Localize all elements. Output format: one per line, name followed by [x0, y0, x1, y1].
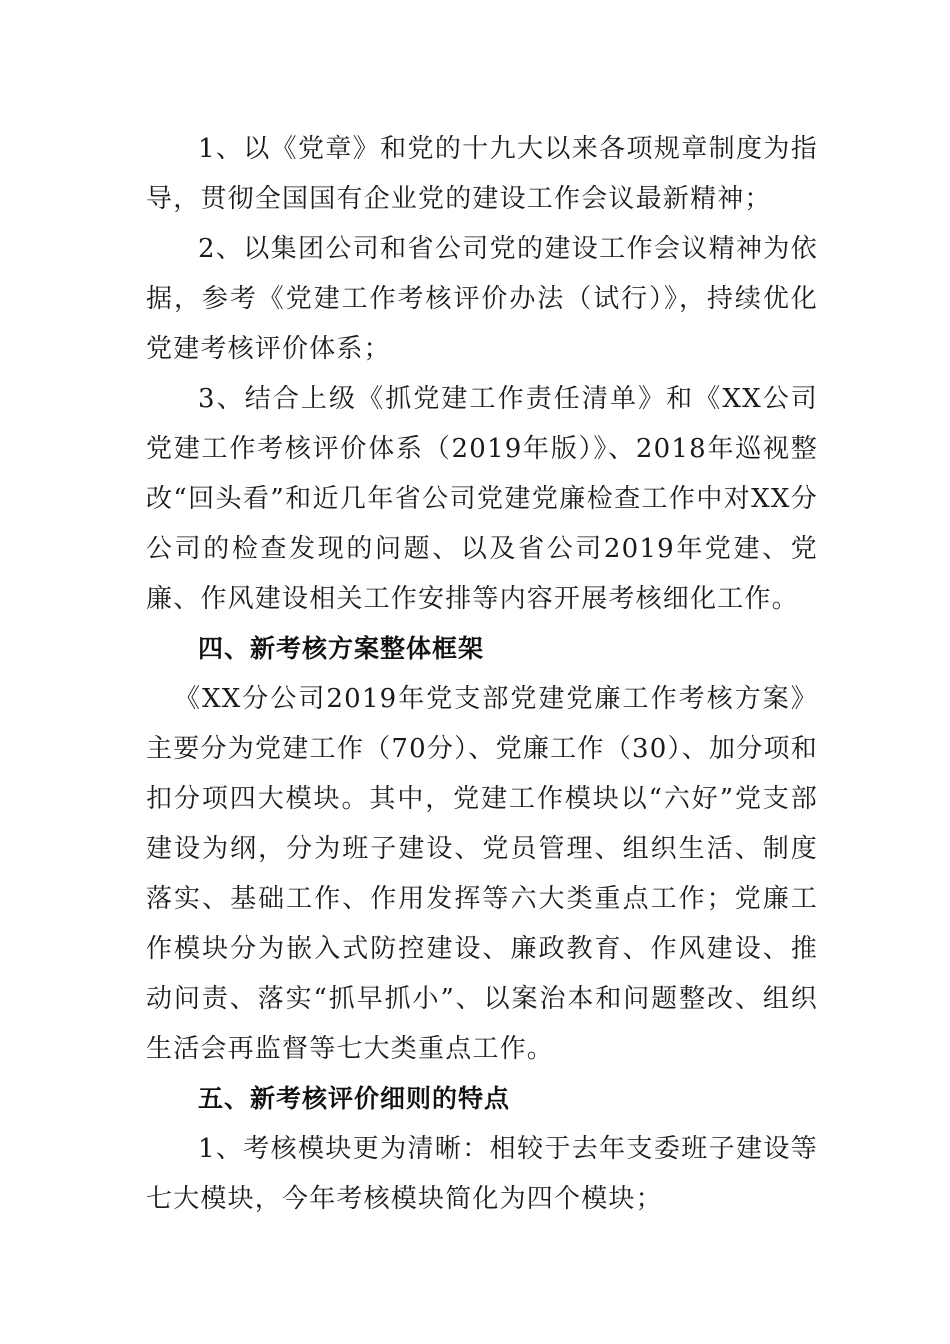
section-heading-4: 四、新考核方案整体框架 — [198, 634, 485, 663]
paragraph-2: 2、以集团公司和省公司党的建设工作会议精神为依据，参考《党建工作考核评价办法（试行）》，持续优化党建考核评价体系； — [146, 234, 818, 364]
paragraph-1: 1、以《党章》和党的十九大以来各项规章制度为指导，贯彻全国国有企业党的建设工作会议最新精神； — [146, 134, 818, 214]
paragraph-5: 1、考核模块更为清晰：相较于去年支委班子建设等七大模块，今年考核模块简化为四个模块； — [146, 1134, 818, 1214]
section-heading-5: 五、新考核评价细则的特点 — [198, 1084, 511, 1113]
document-body — [146, 124, 818, 1224]
paragraph-4: 《XX分公司2019年党支部党建党廉工作考核方案》主要分为党建工作（70分）、党廉工作（30）、加分项和扣分项四大模块。其中，党建工作模块以“六好”党支部建设为纲，分为班子建设、党员管理、组织生活、制度落实、基础工作、作用发挥等六大类重点工作；党廉工作模块分为嵌入式防控建设、廉政教育、作风建设、推动问责、落实“抓早抓小”、以案治本和问题整改、组织生活会再监督等七大类重点工作。 — [146, 684, 818, 1064]
paragraph-3: 3、结合上级《抓党建工作责任清单》和《XX公司党建工作考核评价体系（2019年版）》、2018年巡视整改“回头看”和近几年省公司党建党廉检查工作中对XX分公司的检查发现的问题、以及省公司2019年党建、党廉、作风建设相关工作安排等内容开展考核细化工作。 — [146, 384, 818, 614]
